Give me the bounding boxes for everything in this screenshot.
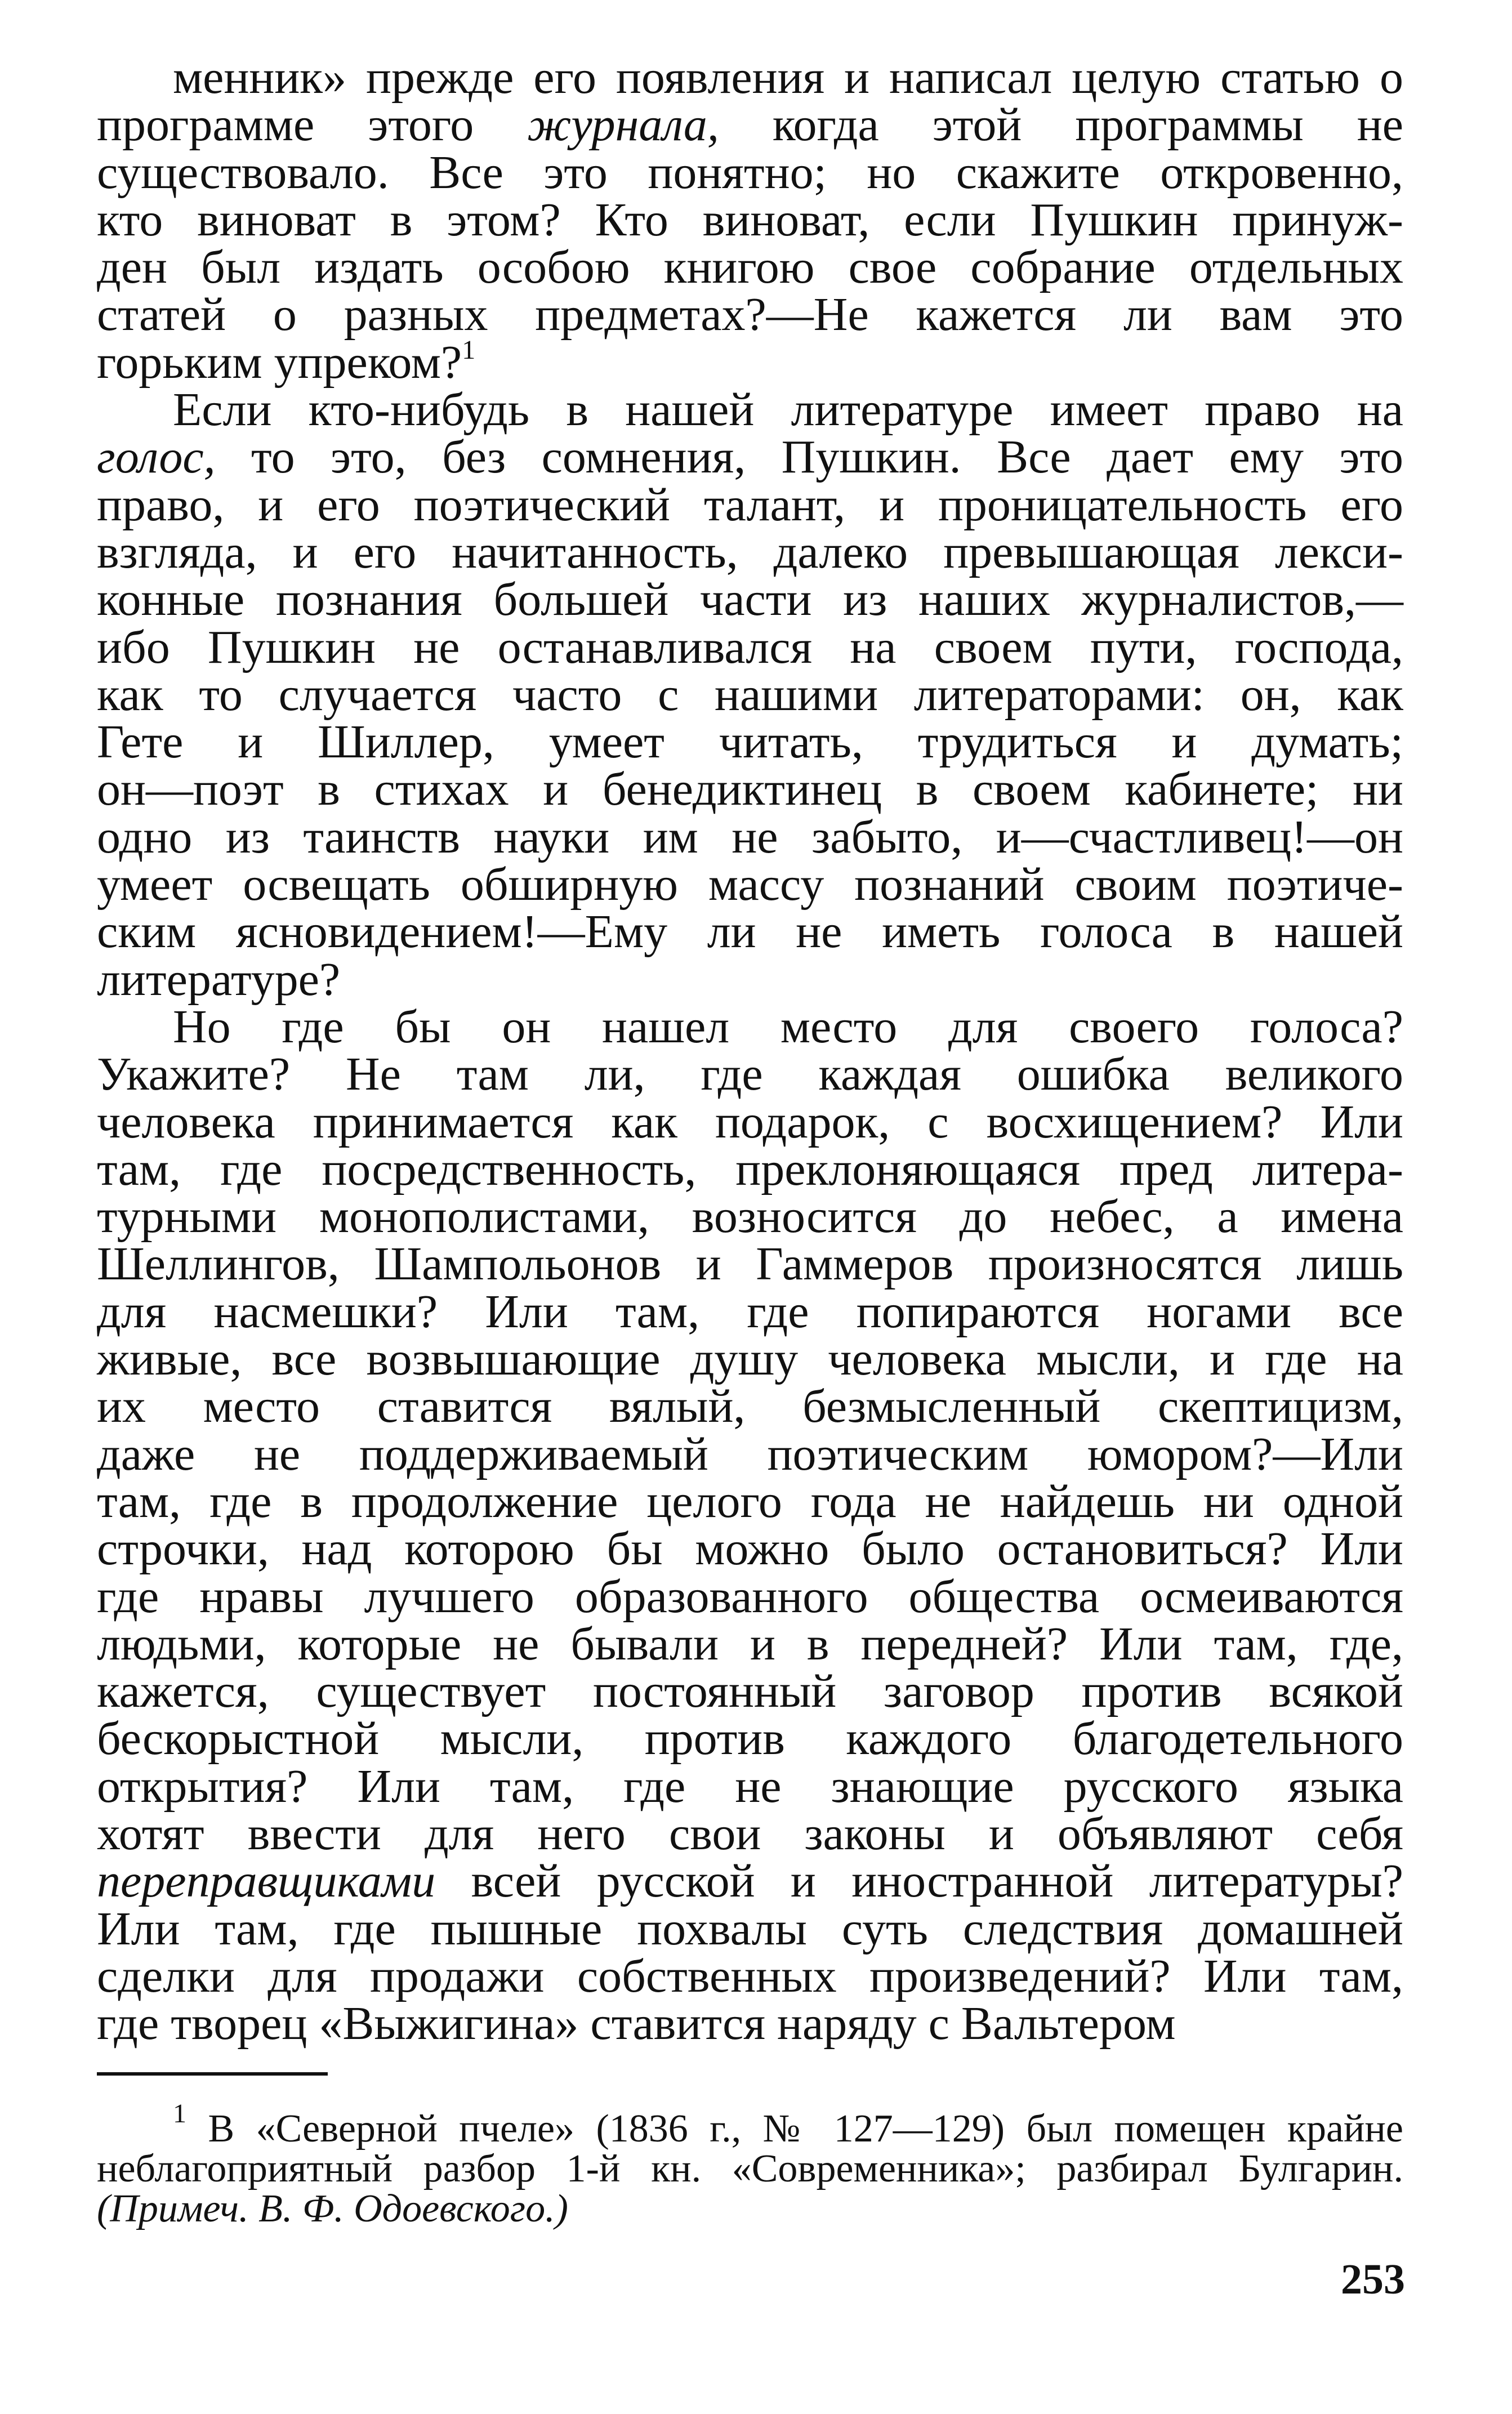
text-line: переправщиками всей русской и иностранной литературы?	[97, 1855, 1403, 1908]
footnote-line	[97, 2189, 1403, 2229]
text-line: турными монополистами, возносится до небес, а имена	[97, 1190, 1403, 1243]
text-line: даже не поддерживаемый поэтическим юмором?—Или	[97, 1427, 1403, 1480]
text-line: там, где в продолжение целого года не найдешь ни одной	[97, 1475, 1403, 1528]
footnote-line: неблагоприятный разбор 1-й кн. «Современника»; разбирал Булгарин.	[97, 2147, 1403, 2190]
text-line: ским ясновидением!—Ему ли не иметь голоса в нашей	[97, 905, 1403, 958]
text-line: живые, все возвышающие душу человека мысли, и где на	[97, 1333, 1403, 1386]
text-line: голос, то это, без сомнения, Пушкин. Все дает ему это	[97, 431, 1403, 484]
text-line: конные познания большей части из наших журналистов,—	[97, 573, 1403, 626]
italic-text: журнала,	[527, 99, 719, 151]
text-line: Если кто-нибудь в нашей литературе имеет право на	[173, 383, 1403, 436]
text-line: людьми, которые не бывали и в передней? Или там, где,	[97, 1617, 1403, 1670]
footnote-marker: 1	[462, 334, 476, 365]
text-line: открытия? Или там, где не знающие русского языка	[97, 1760, 1403, 1813]
text-line: где нравы лучшего образованного общества осмеиваются	[97, 1570, 1403, 1623]
text-line: статей о разных предметах?—Не кажется ли вам это	[97, 288, 1403, 341]
main-text	[97, 51, 1403, 2050]
text-line: строчки, над которою бы можно было остановиться? Или	[97, 1523, 1403, 1576]
paragraph-2	[97, 383, 1403, 1006]
text-line: там, где посредственность, преклоняющаяся пред литера-	[97, 1143, 1403, 1195]
footnote-line: $^1$ В «Северной пчеле» (1836 г., № 127—129) был помещен крайне	[173, 2099, 1403, 2150]
italic-text: переправщиками	[97, 1855, 436, 1908]
text-line: Гете и Шиллер, умеет читать, трудиться и думать;	[97, 716, 1403, 769]
paragraph-1	[97, 51, 1403, 389]
italic-text: (Примеч. В. Ф. Одоевского.)	[97, 2187, 568, 2230]
text-line: сделки для продажи собственных произведений? Или там,	[97, 1949, 1403, 2002]
text-line: менник» прежде его появления и написал целую статью о	[173, 51, 1403, 104]
text-line: бескорыстной мысли, против каждого благодетельного	[97, 1712, 1403, 1765]
text-line: хотят ввести для него свои законы и объявляют себя	[97, 1807, 1403, 1860]
text-line: взгляда, и его начитанность, далеко превышающая лекси-	[97, 525, 1403, 578]
text-line: одно из таинств науки им не забыто, и—счастливец!—он	[97, 810, 1403, 863]
text-line: где творец «Выжигина» ставится наряду с Вальтером	[97, 1997, 1176, 2050]
text-line: Укажите? Не там ли, где каждая ошибка великого	[97, 1048, 1403, 1101]
page-number: 253	[1341, 2256, 1405, 2303]
text-line: умеет освещать обширную массу познаний своим поэтиче-	[97, 858, 1403, 911]
text-line: существовало. Все это понятно; но скажите откровенно,	[97, 146, 1403, 199]
text-line: ден был издать особою книгою свое собрание отдельных	[97, 241, 1403, 294]
paragraph-3	[97, 1000, 1403, 2050]
footnotes	[97, 2099, 1403, 2230]
text-line: кажется, существует постоянный заговор против всякой	[97, 1665, 1403, 1718]
text-line: Но где бы он нашел место для своего голоса?	[173, 1000, 1403, 1053]
text-line: человека принимается как подарок, с восхищением? Или	[97, 1095, 1403, 1148]
text-line: право, и его поэтический талант, и проницательность его	[97, 478, 1403, 531]
text-line: литературе?	[97, 953, 341, 1006]
text-line: как то случается часто с нашими литераторами: он, как	[97, 668, 1403, 721]
footnote-1	[97, 2099, 1403, 2230]
text-line: кто виноват в этом? Кто виноват, если Пушкин принуж-	[97, 193, 1403, 246]
text-line: для насмешки? Или там, где попираются ногами все	[97, 1285, 1403, 1338]
text-line: он—поэт в стихах и бенедиктинец в своем кабинете; ни	[97, 763, 1403, 816]
text-line: ибо Пушкин не останавливался на своем пути, господа,	[97, 621, 1403, 673]
italic-text: голос,	[97, 431, 216, 484]
footnote-divider	[97, 2072, 328, 2076]
text-line: Шеллингов, Шампольонов и Гаммеров произносятся лишь	[97, 1238, 1403, 1291]
text-line: Или там, где пышные похвалы суть следствия домашней	[97, 1902, 1403, 1955]
footnote-marker: 1	[173, 2099, 186, 2129]
text-line: программе этого журнала, когда этой программы не	[97, 99, 1403, 151]
text-line: горьким упреком?$^1$	[97, 334, 476, 389]
text-line: их место ставится вялый, безмысленный скептицизм,	[97, 1380, 1403, 1433]
